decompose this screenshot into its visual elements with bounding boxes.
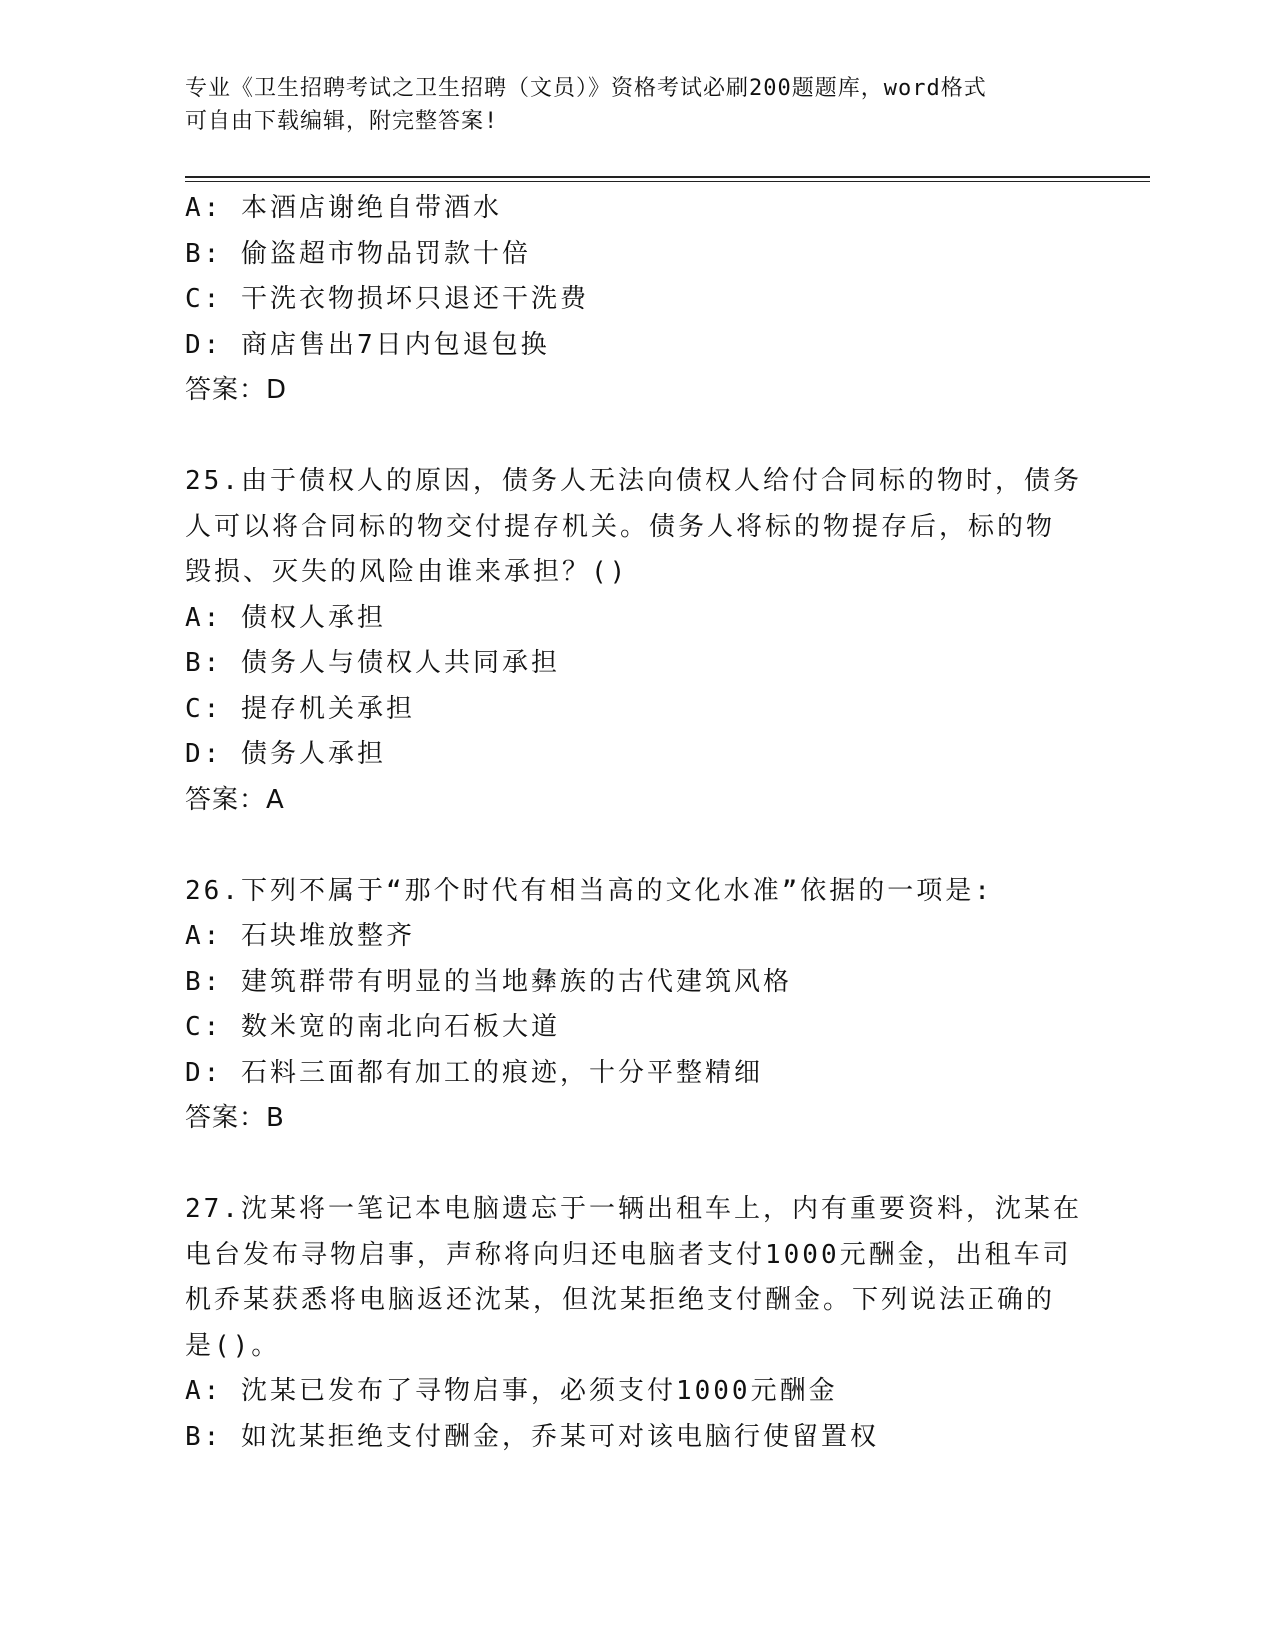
spacer (185, 414, 1085, 460)
option-d: D: 石料三面都有加工的痕迹，十分平整精细 (185, 1057, 763, 1088)
spacer (185, 823, 1085, 869)
option-b: B: 如沈某拒绝支付酬金，乔某可对该电脑行使留置权 (185, 1421, 879, 1452)
spacer (185, 1142, 1085, 1188)
option-c: C: 数米宽的南北向石板大道 (185, 1012, 560, 1042)
option-b: B: 债务人与债权人共同承担 (185, 648, 560, 678)
option-b: B: 偷盗超市物品罚款十倍 (185, 238, 531, 269)
header-line-1: 专业《卫生招聘考试之卫生招聘（文员）》资格考试必刷200题题库，word格式 (185, 76, 987, 101)
option-a: A: 本酒店谢绝自带酒水 (185, 193, 502, 223)
answer-line: 答案：A (185, 784, 285, 815)
question-25 (185, 459, 1085, 823)
question-stem-line: 25.由于债权人的原因，债务人无法向债权人给付合同标的物时，债务 (185, 466, 1082, 496)
question-27 (185, 1187, 1085, 1460)
question-content (185, 186, 1085, 1460)
header-line-2: 可自由下载编辑，附完整答案! (185, 109, 499, 134)
question-stem-line: 是()。 (185, 1330, 281, 1361)
header-divider-thick (185, 176, 1150, 178)
header-divider-thin (185, 181, 1150, 182)
option-c: C: 提存机关承担 (185, 693, 415, 724)
question-stem-line: 26.下列不属于“那个时代有相当高的文化水准”依据的一项是: (185, 875, 993, 906)
question-26 (185, 869, 1085, 1142)
document-header (185, 72, 1065, 138)
question-stem-line: 人可以将合同标的物交付提存机关。债务人将标的物提存后，标的物 (185, 511, 1056, 542)
question-stem-line: 毁损、灭失的风险由谁来承担？() (185, 557, 629, 587)
option-a: A: 石块堆放整齐 (185, 921, 415, 951)
option-d: D: 商店售出7日内包退包换 (185, 329, 550, 360)
question-stem-line: 电台发布寻物启事，声称将向归还电脑者支付1000元酬金，出租车司 (185, 1239, 1072, 1270)
option-c: C: 干洗衣物损坏只退还干洗费 (185, 284, 589, 314)
answer-line: 答案：B (185, 1103, 285, 1133)
question-24 (185, 186, 1085, 414)
question-stem-line: 机乔某获悉将电脑返还沈某，但沈某拒绝支付酬金。下列说法正确的 (185, 1285, 1056, 1315)
answer-line: 答案：D (185, 375, 288, 405)
option-a: A: 债权人承担 (185, 602, 386, 633)
option-b: B: 建筑群带有明显的当地彝族的古代建筑风格 (185, 966, 792, 997)
question-stem-line: 27.沈某将一笔记本电脑遗忘于一辆出租车上，内有重要资料，沈某在 (185, 1194, 1082, 1224)
option-d: D: 债务人承担 (185, 739, 386, 769)
option-a: A: 沈某已发布了寻物启事，必须支付1000元酬金 (185, 1376, 838, 1406)
